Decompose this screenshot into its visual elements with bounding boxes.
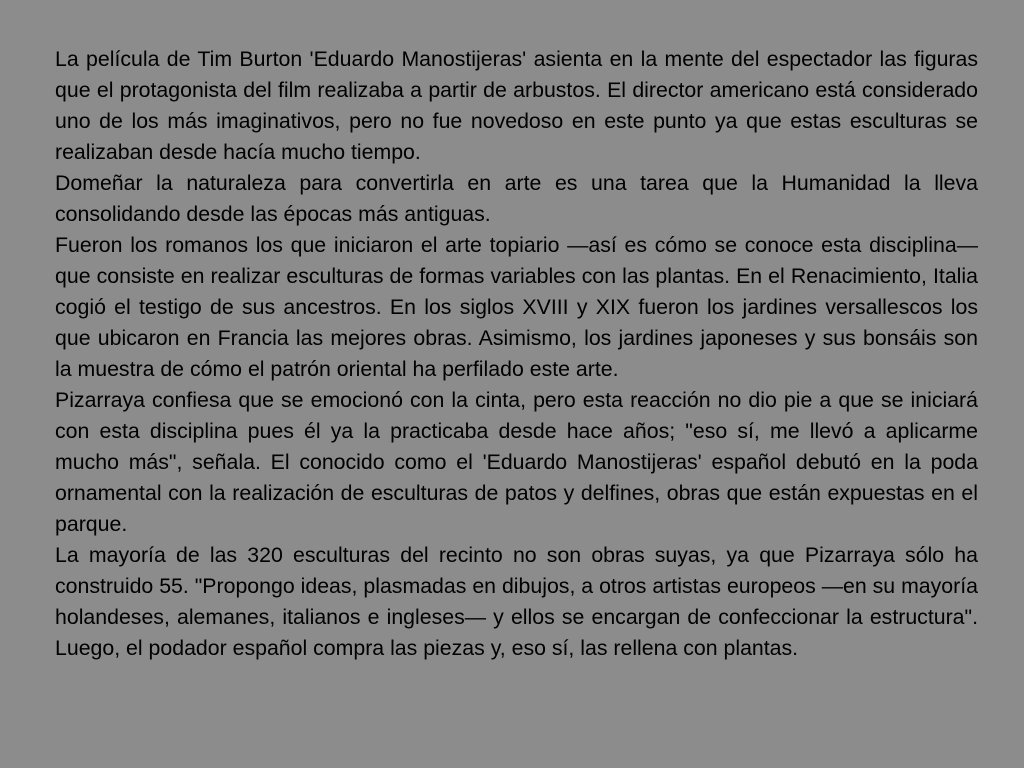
paragraph: La mayoría de las 320 esculturas del recinto no son obras suyas, ya que Pizarraya sólo ha construido 55. "Propongo ideas, plasmadas en dibujos, a otros artistas europeos —en su mayoría holandeses, alemanes, italianos e ingleses— y ellos se encargan de confeccionar la estructura". Luego, el podador español compra las piezas y, eso sí, las rellena con plantas.	[55, 543, 978, 660]
text-body	[55, 44, 978, 664]
paragraph: Domeñar la naturaleza para convertirla en arte es una tarea que la Humanidad la lleva consolidando desde las épocas más antiguas.	[55, 171, 978, 226]
paragraph: Fueron los romanos los que iniciaron el arte topiario —así es cómo se conoce esta disciplina— que consiste en realizar esculturas de formas variables con las plantas. En el Renacimiento, Italia cogió el testigo de sus ancestros. En los siglos XVIII y XIX fueron los jardines versallescos los que ubicaron en Francia las mejores obras. Asimismo, los jardines japoneses y sus bonsáis son la muestra de cómo el patrón oriental ha perfilado este arte.	[55, 233, 978, 381]
paragraph: La película de Tim Burton 'Eduardo Manostijeras' asienta en la mente del espectador las figuras que el protagonista del film realizaba a partir de arbustos. El director americano está considerado uno de los más imaginativos, pero no fue novedoso en este punto ya que estas esculturas se realizaban desde hacía mucho tiempo.	[55, 47, 978, 164]
paragraph: Pizarraya confiesa que se emocionó con la cinta, pero esta reacción no dio pie a que se iniciará con esta disciplina pues él ya la practicaba desde hace años; "eso sí, me llevó a aplicarme mucho más", señala. El conocido como el 'Eduardo Manostijeras' español debutó en la poda ornamental con la realización de esculturas de patos y delfines, obras que están expuestas en el parque.	[55, 388, 978, 536]
